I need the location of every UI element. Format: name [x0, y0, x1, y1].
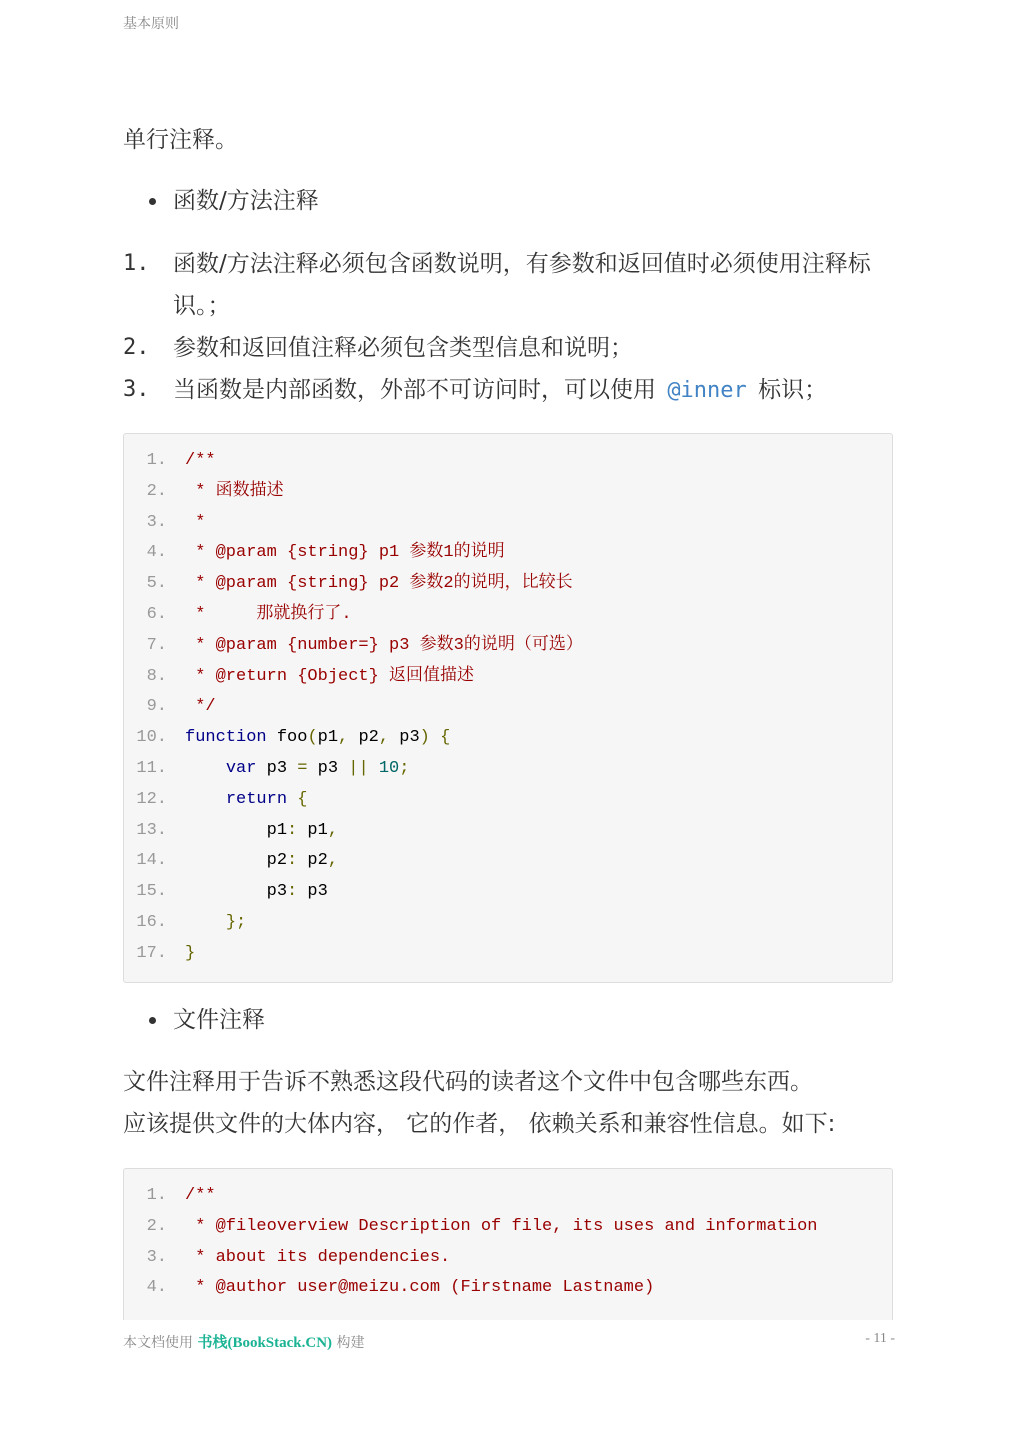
code-token: p1: [317, 728, 339, 748]
code-token: :: [287, 851, 298, 871]
line-number: 1.: [146, 1186, 167, 1205]
code-token: p2: [297, 851, 328, 871]
code-token: (: [307, 728, 318, 748]
bullet-label: 函数/方法注释: [173, 188, 319, 214]
code-token: p2: [348, 728, 379, 748]
line-number: 9.: [146, 697, 167, 717]
bullet-label: 文件注释: [173, 1007, 265, 1033]
code-token: [185, 790, 226, 809]
code-text: [185, 507, 205, 538]
line-number: 5.: [146, 574, 167, 594]
code-token: [369, 759, 379, 778]
code-token: p3: [297, 882, 328, 902]
list-item: [123, 327, 895, 369]
code-token: * @param {string} p2 参数2的说明，比较长: [185, 574, 573, 594]
code-text: [185, 630, 583, 661]
code-token: ,: [327, 851, 339, 871]
code-token: :: [287, 820, 298, 840]
code-token: [185, 913, 226, 932]
file-paragraph-line-2: 应该提供文件的大体内容， 它的作者， 依赖关系和兼容性信息。如下:: [123, 1111, 836, 1137]
inline-code: @inner: [667, 378, 747, 403]
list-item: [123, 369, 895, 412]
code-token: {: [440, 728, 451, 748]
list-item-text: 函数/方法注释必须包含函数说明，有参数和返回值时必须使用注释标识。；: [173, 251, 871, 319]
code-token: */: [185, 697, 216, 717]
code-token: p2: [185, 851, 288, 871]
file-paragraph-line-1: 文件注释用于告诉不熟悉这段代码的读者这个文件中包含哪些东西。: [123, 1069, 813, 1095]
ordered-list: [123, 243, 895, 412]
code-text: [185, 815, 338, 846]
code-text: [185, 1272, 654, 1303]
page-number: - 11 -: [865, 1331, 895, 1346]
list-number: 3.: [123, 377, 150, 402]
list-number: 2.: [123, 335, 150, 360]
code-token: p3: [185, 882, 288, 902]
code-token: /**: [185, 451, 216, 470]
line-number: 15.: [136, 882, 167, 902]
code-token: * 那就换行了.: [185, 605, 352, 624]
line-number: 2.: [146, 1216, 167, 1236]
code-text: [185, 476, 284, 507]
code-block-file: [123, 1168, 893, 1320]
code-token: ,: [327, 820, 339, 840]
page-footer: [123, 1331, 895, 1352]
line-number: 14.: [136, 851, 167, 871]
code-text: [185, 722, 450, 753]
line-number: 4.: [146, 1278, 167, 1298]
line-number: 13.: [136, 820, 167, 840]
line-number: 3.: [146, 1247, 167, 1267]
code-text: [185, 537, 505, 568]
code-token: * @return {Object} 返回值描述: [185, 666, 475, 686]
code-token: * about its dependencies.: [185, 1247, 451, 1267]
code-token: [287, 790, 297, 809]
line-number: 1.: [146, 451, 167, 470]
code-block-function: [123, 433, 893, 983]
code-text: [185, 691, 216, 722]
bullet-dot-icon: [149, 198, 156, 205]
code-token: {: [297, 789, 308, 809]
code-token: /**: [185, 1186, 216, 1205]
code-token: *: [185, 512, 206, 532]
code-text: [185, 568, 573, 599]
code-text: [185, 845, 338, 876]
code-text: [185, 1211, 818, 1242]
code-token: * @author user@meizu.com (Firstname Lastname): [185, 1278, 655, 1298]
code-token: ): [419, 728, 430, 748]
line-number: 7.: [146, 635, 167, 655]
code-token: 10: [378, 759, 400, 778]
footer-brand-link[interactable]: 书栈(BookStack.CN): [197, 1335, 333, 1351]
list-item-text: 标识；: [758, 377, 828, 403]
code-text: [185, 784, 307, 815]
code-text: [185, 1180, 216, 1211]
list-item-text: 当函数是内部函数，外部不可访问时，可以使用: [173, 377, 656, 403]
code-text: [185, 753, 409, 784]
code-token: ,: [378, 728, 390, 748]
footer-prefix: 本文档使用: [123, 1335, 193, 1351]
code-token: :: [287, 882, 298, 902]
code-token: }: [185, 943, 196, 963]
code-token: * @fileoverview Description of file, its uses and information: [185, 1216, 818, 1236]
footer-suffix: 构建: [336, 1335, 365, 1351]
code-token: =: [297, 759, 308, 778]
code-token: ;: [399, 759, 410, 778]
code-text: [185, 445, 216, 476]
code-token: p3: [307, 759, 349, 778]
code-text: [185, 661, 474, 692]
line-number: 8.: [146, 666, 167, 686]
line-number: 10.: [136, 728, 167, 748]
code-token: var: [225, 759, 257, 778]
line-number: 16.: [136, 913, 167, 932]
line-number: 11.: [136, 759, 167, 778]
code-token: foo: [266, 728, 308, 748]
line-number: 17.: [136, 943, 167, 963]
list-item-text: 参数和返回值注释必须包含类型信息和说明；: [173, 335, 633, 361]
bullet-dot-icon: [149, 1017, 156, 1024]
code-text: [185, 938, 195, 969]
line-number: 2.: [146, 481, 167, 501]
code-token: [430, 728, 440, 747]
list-item: [123, 243, 893, 327]
code-text: [185, 1242, 450, 1273]
line-number: 6.: [146, 605, 167, 624]
code-token: ||: [348, 759, 369, 778]
code-token: function: [185, 728, 267, 748]
code-token: ,: [338, 728, 349, 748]
code-token: * 函数描述: [185, 481, 284, 501]
line-number: 4.: [146, 543, 167, 563]
code-token: p1: [297, 820, 328, 840]
code-token: p1: [185, 820, 288, 840]
code-token: * @param {string} p1 参数1的说明: [185, 543, 505, 563]
code-text: [185, 599, 352, 630]
code-token: return: [225, 789, 288, 809]
code-token: * @param {number=} p3 参数3的说明（可选）: [185, 635, 583, 655]
code-token: [185, 759, 226, 778]
code-token: p3: [256, 759, 298, 778]
line-number: 12.: [136, 789, 167, 809]
code-token: p3: [389, 728, 420, 748]
intro-paragraph: 单行注释。: [123, 127, 238, 153]
running-header: 基本原则: [123, 16, 179, 32]
code-token: };: [225, 913, 247, 932]
code-text: [185, 876, 328, 907]
line-number: 3.: [146, 512, 167, 532]
code-text: [185, 907, 246, 938]
list-number: 1.: [123, 251, 150, 276]
